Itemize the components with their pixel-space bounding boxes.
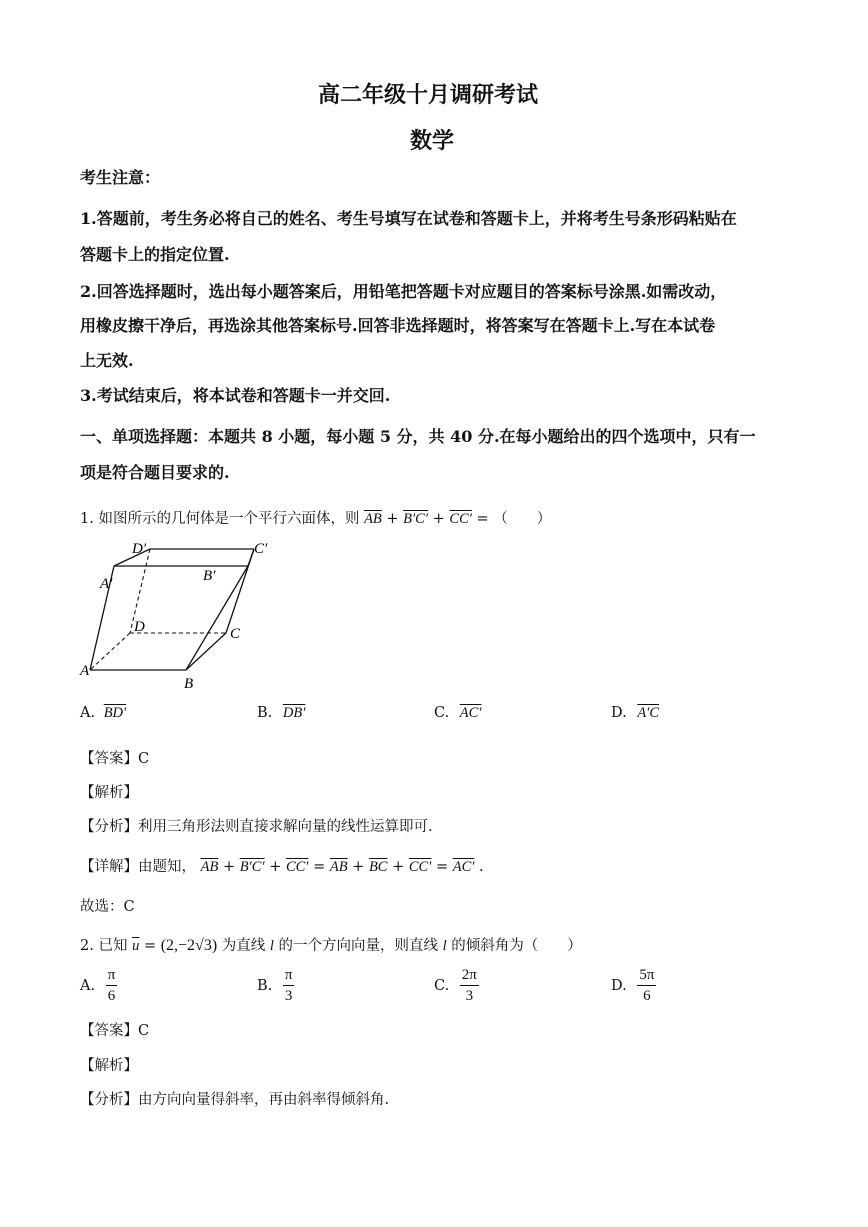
- q1-choose: 故选：C: [80, 899, 135, 915]
- q1-detail-term-4: $\overline{AB}$: [329, 859, 348, 875]
- q2-option-d-frac: [637, 968, 656, 1004]
- edge-c-b: [186, 633, 226, 670]
- q1-option-a-vec: BD′: [103, 705, 127, 721]
- q2-line-l-2: l: [442, 938, 447, 954]
- q2-option-a-frac: [106, 968, 118, 1004]
- q1-plus-2: +: [432, 511, 445, 527]
- q2-option-b-frac: [283, 968, 295, 1004]
- q1-option-b-vec: DB′: [282, 705, 306, 721]
- notice-item-3: 3.考试结束后，将本试卷和答题卡一并交回.: [80, 386, 391, 405]
- label-c: C: [230, 626, 241, 642]
- q1-answer: 【答案】C: [80, 751, 150, 767]
- q1-detail-term-1: $\overline{AB}$: [200, 859, 219, 875]
- hidden-edge-d-a: [90, 633, 130, 670]
- q1-detail: 【详解】由题知， $\overline{AB} + B'C' + CC' = \overline{AB} + \overline{BC} + CC' = AC'$ .: [80, 859, 484, 875]
- q2-option-d-den: 6: [643, 988, 651, 1004]
- q1-analysis-label: 【解析】: [80, 785, 138, 801]
- label-a1: A′: [100, 576, 113, 592]
- notice-item-1-line-2: 答题卡上的指定位置.: [80, 245, 230, 264]
- edge-c1-c: [226, 549, 254, 633]
- q2-option-b-num: π: [283, 968, 295, 986]
- exam-title: 高二年级十月调研考试: [318, 82, 539, 108]
- q2-stem-a: 2. 已知: [80, 938, 128, 954]
- q1-vec-ab: $\overline{AB}$: [364, 511, 382, 527]
- q2-equals: =: [143, 938, 157, 954]
- q2-option-b: [257, 968, 294, 1004]
- q1-detail-eq-2: =: [435, 859, 449, 875]
- q1-option-d-vec: A′C: [637, 705, 660, 721]
- section-1-line-1: 一、单项选择题：本题共 8 小题，每小题 5 分，共 40 分.在每小题给出的四个选项中，只有一: [80, 427, 756, 446]
- q1-option-c-letter: C.: [434, 705, 450, 721]
- q2-stem-d: 的倾斜角为（ ）: [451, 938, 582, 954]
- q1-option-c: [434, 705, 482, 722]
- q2-option-c-num: 2π: [460, 968, 479, 986]
- label-d1: D′: [132, 541, 147, 557]
- q1-detail-plus-4: +: [392, 859, 405, 875]
- q1-detail-term-2: B′C′: [239, 859, 265, 875]
- q2-stem-c: 的一个方向向量，则直线: [278, 938, 439, 954]
- q1-fenxi: 【分析】利用三角形法则直接求解向量的线性运算即可.: [80, 819, 433, 835]
- notice-item-2-line-2: 用橡皮擦干净后，再选涂其他答案标号.回答非选择题时，将答案写在答题卡上.写在本试卷: [80, 316, 716, 335]
- q2-option-c: [434, 968, 479, 1004]
- q2-option-b-letter: B.: [257, 978, 273, 994]
- label-d: D: [134, 619, 145, 635]
- q2-answer: 【答案】C: [80, 1023, 150, 1039]
- label-b: B: [184, 676, 194, 692]
- label-a: A: [80, 663, 90, 679]
- q2-option-a: [80, 968, 117, 1004]
- q2-stem: [80, 934, 582, 955]
- q1-equals: =: [476, 511, 489, 527]
- q1-detail-term-6: CC′: [408, 859, 432, 875]
- q1-stem: [80, 507, 551, 528]
- q2-vector-value: (2,−2√3): [160, 937, 218, 954]
- q1-option-a-letter: A.: [80, 705, 96, 721]
- q2-stem-b: 为直线: [221, 938, 266, 954]
- q2-option-c-den: 3: [465, 988, 474, 1004]
- q1-vec-b1c1: B′C′: [403, 511, 429, 527]
- edge-b1-b: [186, 566, 248, 670]
- q2-option-a-den: 6: [107, 988, 116, 1004]
- q2-option-b-den: 3: [284, 988, 293, 1004]
- q1-option-c-vec: AC′: [459, 705, 482, 721]
- q1-option-b: [257, 705, 305, 722]
- q1-detail-term-5: $\overline{BC}$: [368, 859, 388, 875]
- q2-fenxi: 【分析】由方向向量得斜率，再由斜率得倾斜角.: [80, 1092, 390, 1108]
- q1-detail-term-7: AC′: [452, 859, 475, 875]
- label-b1: B′: [203, 568, 216, 584]
- q2-option-c-letter: C.: [434, 978, 450, 994]
- notice-item-1-line-1: 1.答题前，考生务必将自己的姓名、考生号填写在试卷和答题卡上，并将考生号条形码粘贴在: [80, 209, 737, 228]
- q1-detail-eq-1: =: [313, 859, 326, 875]
- q2-option-d-num: 5π: [637, 968, 656, 986]
- q1-option-a: [80, 705, 126, 722]
- q2-option-c-frac: [460, 968, 479, 1004]
- q1-option-d: [611, 705, 659, 722]
- q1-detail-plus-3: +: [352, 859, 365, 875]
- q1-option-b-letter: B.: [257, 705, 273, 721]
- q2-option-a-letter: A.: [80, 978, 96, 994]
- label-c1: C′: [254, 541, 268, 557]
- section-1-line-2: 项是符合题目要求的.: [80, 463, 230, 482]
- q1-detail-label: 【详解】由题知，: [80, 859, 196, 875]
- q1-vec-cc1: CC′: [449, 511, 472, 527]
- parallelepiped-figure: [76, 535, 276, 695]
- notice-item-2-line-3: 上无效.: [80, 351, 134, 370]
- q1-detail-term-3: CC′: [285, 859, 309, 875]
- q2-option-a-num: π: [106, 968, 118, 986]
- notice-heading: 考生注意：: [80, 168, 161, 187]
- q1-stem-text: 1. 如图所示的几何体是一个平行六面体，则: [80, 511, 360, 527]
- q2-option-d: [611, 968, 656, 1004]
- q2-line-l-1: l: [269, 938, 274, 954]
- q1-detail-plus-1: +: [222, 859, 236, 875]
- notice-item-2-line-1: 2.回答选择题时，选出每小题答案后，用铅笔把答题卡对应题目的答案标号涂黑.如需改动，: [80, 282, 727, 301]
- subject-title: 数学: [410, 128, 455, 154]
- q1-paren: （ ）: [493, 511, 552, 527]
- q1-detail-plus-2: +: [269, 859, 282, 875]
- q1-option-d-letter: D.: [611, 705, 627, 721]
- q1-plus-1: +: [386, 511, 399, 527]
- q2-option-d-letter: D.: [611, 978, 627, 994]
- q2-vector-u: $\overline{u}$: [132, 938, 140, 954]
- q2-analysis-label: 【解析】: [80, 1058, 138, 1074]
